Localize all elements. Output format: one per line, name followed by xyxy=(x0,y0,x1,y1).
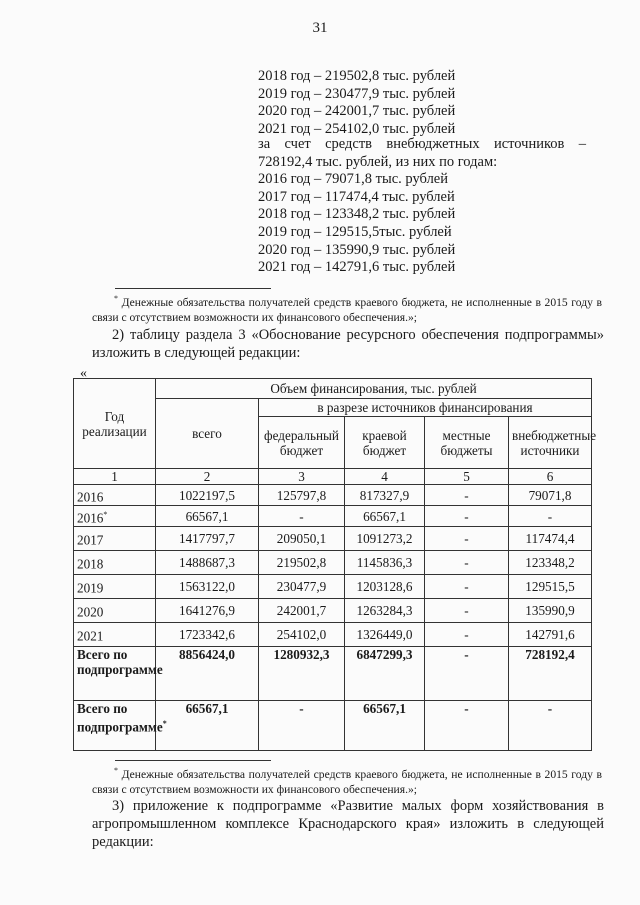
cell-year xyxy=(74,599,156,623)
cell-year xyxy=(74,575,156,599)
cell-regional: 66567,1 xyxy=(345,701,425,751)
year-line: 2017 год – 117474,4 тыс. рублей xyxy=(258,188,455,205)
cell-extra: - xyxy=(509,701,592,751)
cell-extra: 79071,8 xyxy=(509,485,592,506)
year-line: 2016 год – 79071,8 тыс. рублей xyxy=(258,171,449,188)
cell-total: 1488687,3 xyxy=(156,551,259,575)
header-sources: в разрезе источников финансирования xyxy=(259,399,592,417)
header-total: всего xyxy=(156,399,259,469)
year-line: 2019 год – 230477,9 тыс. рублей xyxy=(258,85,456,102)
year-text: 2016 xyxy=(77,510,104,526)
cell-local: - xyxy=(425,551,509,575)
cell-extra: 728192,4 xyxy=(509,647,592,701)
word: за xyxy=(258,136,271,152)
year-text: 2018 xyxy=(77,556,104,572)
cell-federal: 230477,9 xyxy=(259,575,345,599)
cell-federal: 1280932,3 xyxy=(259,647,345,701)
cell-local: - xyxy=(425,623,509,647)
total-label: Всего по подпрограмме xyxy=(74,647,156,701)
cell-local: - xyxy=(425,647,509,701)
cell-local: - xyxy=(425,575,509,599)
paragraph-2: 2) таблицу раздела 3 «Обоснование ресурсного обеспечения подпрограммы» изложить в следующей редакции: xyxy=(92,327,604,361)
footnote-text: Денежные обязательства получателей средств краевого бюджета, не исполненные в 2015 году в связи с отсутствием возможности их финансового обеспечения.»; xyxy=(92,295,602,324)
year-line: 2019 год – 129515,5тыс. рублей xyxy=(258,223,452,240)
year-text: 2019 xyxy=(77,580,104,596)
cell-total: 1723342,6 xyxy=(156,623,259,647)
table-row xyxy=(74,485,592,506)
cell-year xyxy=(74,506,156,527)
cell-extra: 117474,4 xyxy=(509,527,592,551)
cell-local: - xyxy=(425,527,509,551)
cell-federal: 209050,1 xyxy=(259,527,345,551)
cell-total: 1417797,7 xyxy=(156,527,259,551)
budget-year-lines xyxy=(258,68,455,138)
year-text: 2017 xyxy=(77,532,104,548)
cell-year xyxy=(74,485,156,506)
footnote-mark: * xyxy=(114,294,118,303)
cell-extra: 123348,2 xyxy=(509,551,592,575)
header-local: местные бюджеты xyxy=(425,417,509,469)
year-line: 2020 год – 135990,9 тыс. рублей xyxy=(258,241,456,258)
column-number: 5 xyxy=(425,469,509,485)
year-line: 2021 год – 254102,0 тыс. рублей xyxy=(258,120,456,137)
cell-total: 1022197,5 xyxy=(156,485,259,506)
cell-regional: 1203128,6 xyxy=(345,575,425,599)
header-year: Год реализации xyxy=(74,379,156,469)
cell-regional: 1326449,0 xyxy=(345,623,425,647)
year-text: 2020 xyxy=(77,604,104,620)
word: счет xyxy=(284,136,311,152)
header-regional: краевой бюджет xyxy=(345,417,425,469)
word: внебюджетных xyxy=(386,136,480,152)
footnote-1 xyxy=(92,291,602,325)
cell-local: - xyxy=(425,599,509,623)
cell-regional: 1145836,3 xyxy=(345,551,425,575)
cell-federal: - xyxy=(259,701,345,751)
year-line: 2021 год – 142791,6 тыс. рублей xyxy=(258,259,456,276)
header-extra: внебюджетные источники xyxy=(509,417,592,469)
cell-year xyxy=(74,527,156,551)
table-header-row xyxy=(74,379,592,399)
cell-regional: 6847299,3 xyxy=(345,647,425,701)
cell-federal: 125797,8 xyxy=(259,485,345,506)
cell-total: 1563122,0 xyxy=(156,575,259,599)
table-row xyxy=(74,551,592,575)
table-row xyxy=(74,527,592,551)
year-line: 2018 год – 123348,2 тыс. рублей xyxy=(258,206,456,223)
word: средств xyxy=(325,136,373,152)
extrabudget-total-line: 728192,4 тыс. рублей, из них по годам: xyxy=(258,153,498,170)
cell-extra: 142791,6 xyxy=(509,623,592,647)
year-line: 2020 год – 242001,7 тыс. рублей xyxy=(258,103,456,120)
word: источников xyxy=(493,136,565,152)
column-number: 6 xyxy=(509,469,592,485)
table-total-row xyxy=(74,701,592,751)
cell-federal: 254102,0 xyxy=(259,623,345,647)
year-text: 2016 xyxy=(77,489,104,505)
header-federal: федеральный бюджет xyxy=(259,417,345,469)
column-number: 3 xyxy=(259,469,345,485)
column-number: 4 xyxy=(345,469,425,485)
cell-total: 8856424,0 xyxy=(156,647,259,701)
cell-local: - xyxy=(425,701,509,751)
extrabudget-heading xyxy=(258,136,586,154)
cell-extra: 129515,5 xyxy=(509,575,592,599)
footnote-mark: * xyxy=(103,509,108,519)
footnote-text: Денежные обязательства получателей средств краевого бюджета, не исполненные в 2015 году в связи с отсутствием возможности их финансового обеспечения.»; xyxy=(92,767,602,796)
cell-local: - xyxy=(425,485,509,506)
year-text: 2021 xyxy=(77,628,104,644)
cell-local: - xyxy=(425,506,509,527)
footnote-2 xyxy=(92,763,602,797)
cell-year xyxy=(74,551,156,575)
cell-total: 1641276,9 xyxy=(156,599,259,623)
page-number: 31 xyxy=(312,20,328,36)
cell-regional: 1091273,2 xyxy=(345,527,425,551)
cell-year xyxy=(74,623,156,647)
quote-open: « xyxy=(80,366,87,381)
column-number-row xyxy=(74,469,592,485)
word: – xyxy=(578,136,586,152)
extrabudget-block xyxy=(258,136,586,277)
cell-regional: 1263284,3 xyxy=(345,599,425,623)
table-row xyxy=(74,623,592,647)
footnote-mark: * xyxy=(162,719,167,728)
cell-extra: - xyxy=(509,506,592,527)
cell-federal: 219502,8 xyxy=(259,551,345,575)
cell-total: 66567,1 xyxy=(156,701,259,751)
total-label-text: Всего по подпрограмме xyxy=(77,701,163,735)
footnote-rule xyxy=(115,760,271,761)
table-total-row xyxy=(74,647,592,701)
total-label xyxy=(74,701,167,751)
financing-table xyxy=(73,378,597,751)
cell-regional: 66567,1 xyxy=(345,506,425,527)
cell-total: 66567,1 xyxy=(156,506,259,527)
column-number: 2 xyxy=(156,469,259,485)
table-row xyxy=(74,575,592,599)
footnote-rule xyxy=(115,288,271,289)
cell-extra: 135990,9 xyxy=(509,599,592,623)
cell-regional: 817327,9 xyxy=(345,485,425,506)
header-volume: Объем финансирования, тыс. рублей xyxy=(156,379,592,399)
table-row xyxy=(74,599,592,623)
paragraph-3: 3) приложение к подпрограмме «Развитие малых форм хозяйствования в агропромышленном комплексе Краснодарского края» изложить в следующей редакции: xyxy=(92,798,604,850)
year-line: 2018 год – 219502,8 тыс. рублей xyxy=(258,68,456,84)
table-row xyxy=(74,506,592,527)
column-number: 1 xyxy=(74,469,156,485)
cell-federal: - xyxy=(259,506,345,527)
cell-federal: 242001,7 xyxy=(259,599,345,623)
footnote-mark: * xyxy=(114,766,118,775)
